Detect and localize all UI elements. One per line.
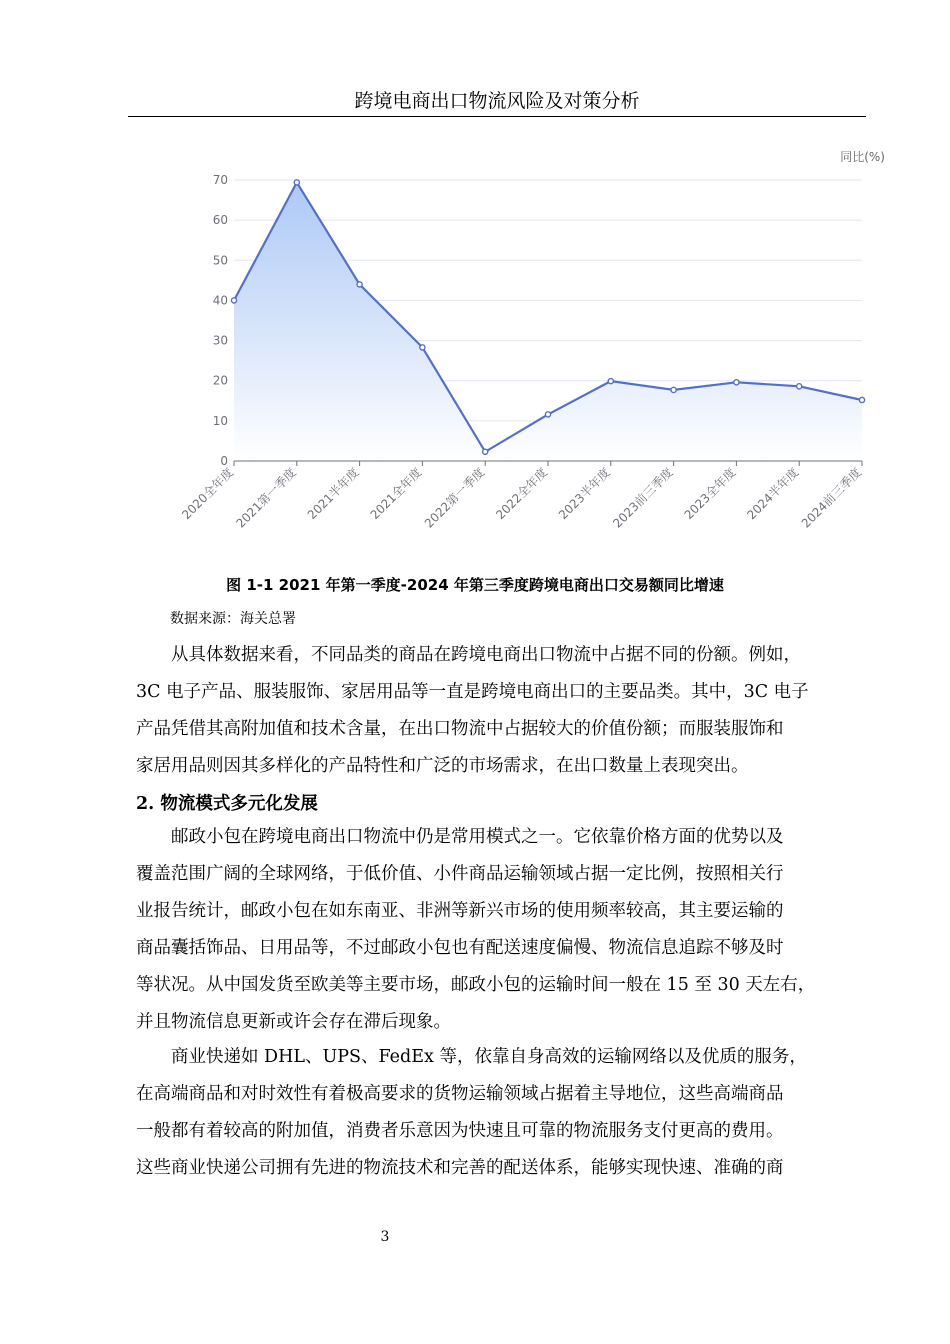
- y-tick-label: 20: [212, 373, 228, 388]
- paragraph-line: 从具体数据来看，不同品类的商品在跨境电商出口物流中占据不同的份额。例如，: [136, 645, 801, 665]
- y-tick-label: 70: [212, 173, 228, 187]
- paragraph-line: 业报告统计，邮政小包在如东南亚、非洲等新兴市场的使用频率较高，其主要运输的: [136, 901, 784, 921]
- x-tick-label: 2021半年度: [304, 465, 362, 523]
- y-tick-label: 0: [220, 454, 228, 468]
- x-tick-label: 2022第一季度: [421, 465, 488, 531]
- paragraph-line: 一般都有着较高的附加值，消费者乐意因为快速且可靠的物流服务支付更高的费用。: [136, 1121, 784, 1141]
- x-tick-label: 2023半年度: [555, 465, 613, 523]
- data-point: [671, 387, 676, 392]
- paragraph-product-categories: [136, 637, 861, 785]
- paragraph-line: 3C 电子产品、服装服饰、家居用品等一直是跨境电商出口的主要品类。其中，3C 电子: [136, 682, 809, 702]
- paragraph-line: 邮政小包在跨境电商出口物流中仍是常用模式之一。它依靠价格方面的优势以及: [136, 827, 784, 847]
- paragraph-line: 并且物流信息更新或许会存在滞后现象。: [136, 1012, 451, 1032]
- x-tick-label: 2022全年度: [493, 465, 551, 523]
- x-tick-label: 2020全年度: [179, 465, 237, 523]
- y-tick-label: 40: [212, 293, 228, 308]
- y-axis-ticks: [213, 173, 228, 468]
- y-tick-label: 30: [212, 333, 228, 348]
- data-source: 数据来源：海关总署: [170, 611, 296, 627]
- data-point: [734, 380, 739, 385]
- x-tick-label: 2024前三季度: [798, 465, 865, 531]
- data-point: [859, 397, 864, 402]
- y-tick-label: 50: [212, 253, 228, 268]
- data-point: [545, 412, 550, 417]
- data-point: [797, 384, 802, 389]
- growth-line-chart: [170, 140, 900, 540]
- x-tick-label: 2024半年度: [744, 465, 802, 523]
- data-point: [231, 298, 236, 303]
- paragraph-line: 家居用品则因其多样化的产品特性和广泛的市场需求，在出口数量上表现突出。: [136, 756, 749, 776]
- data-point: [483, 449, 488, 454]
- x-tick-label: 2021第一季度: [233, 465, 299, 531]
- area-fill: [234, 182, 862, 461]
- x-tick-label: 2023前三季度: [610, 465, 676, 531]
- data-point: [357, 282, 362, 287]
- page-number: 3: [380, 1229, 390, 1245]
- paragraph-line: 这些商业快递公司拥有先进的物流技术和完善的配送体系，能够实现快速、准确的商: [136, 1158, 784, 1178]
- paragraph-line: 等状况。从中国发货至欧美等主要市场，邮政小包的运输时间一般在 15 至 30 天左右，: [136, 975, 816, 995]
- document-title: 跨境电商出口物流风险及对策分析: [354, 90, 640, 112]
- paragraph-line: 产品凭借其高附加值和技术含量，在出口物流中占据较大的价值份额；而服装服饰和: [136, 719, 784, 739]
- y-axis-unit-label: 同比(%): [840, 150, 885, 164]
- y-tick-label: 10: [212, 413, 228, 428]
- x-tick-label: 2023全年度: [681, 465, 739, 523]
- y-tick-label: 60: [212, 213, 228, 228]
- paragraph-postal-parcel: [136, 819, 861, 1041]
- figure-caption: 图 1-1 2021 年第一季度-2024 年第三季度跨境电商出口交易额同比增速: [226, 576, 724, 594]
- paragraph-line: 在高端商品和对时效性有着极高要求的货物运输领域占据着主导地位，这些高端商品: [136, 1084, 784, 1104]
- section-heading: 2. 物流模式多元化发展: [136, 794, 318, 814]
- x-tick-label: 2021全年度: [367, 465, 425, 523]
- data-point: [420, 345, 425, 350]
- paragraph-commercial-express: [136, 1039, 861, 1187]
- paragraph-line: 商品囊括饰品、日用品等，不过邮政小包也有配送速度偏慢、物流信息追踪不够及时: [136, 938, 784, 958]
- page-header: [128, 86, 866, 117]
- paragraph-line: 覆盖范围广阔的全球网络，于低价值、小件商品运输领域占据一定比例，按照相关行: [136, 864, 784, 884]
- growth-chart: [170, 140, 900, 540]
- x-axis: [178, 461, 864, 531]
- data-point: [294, 180, 299, 185]
- paragraph-line: 商业快递如 DHL、UPS、FedEx 等，依靠自身高效的运输网络以及优质的服务，: [136, 1047, 807, 1067]
- data-point: [608, 379, 613, 384]
